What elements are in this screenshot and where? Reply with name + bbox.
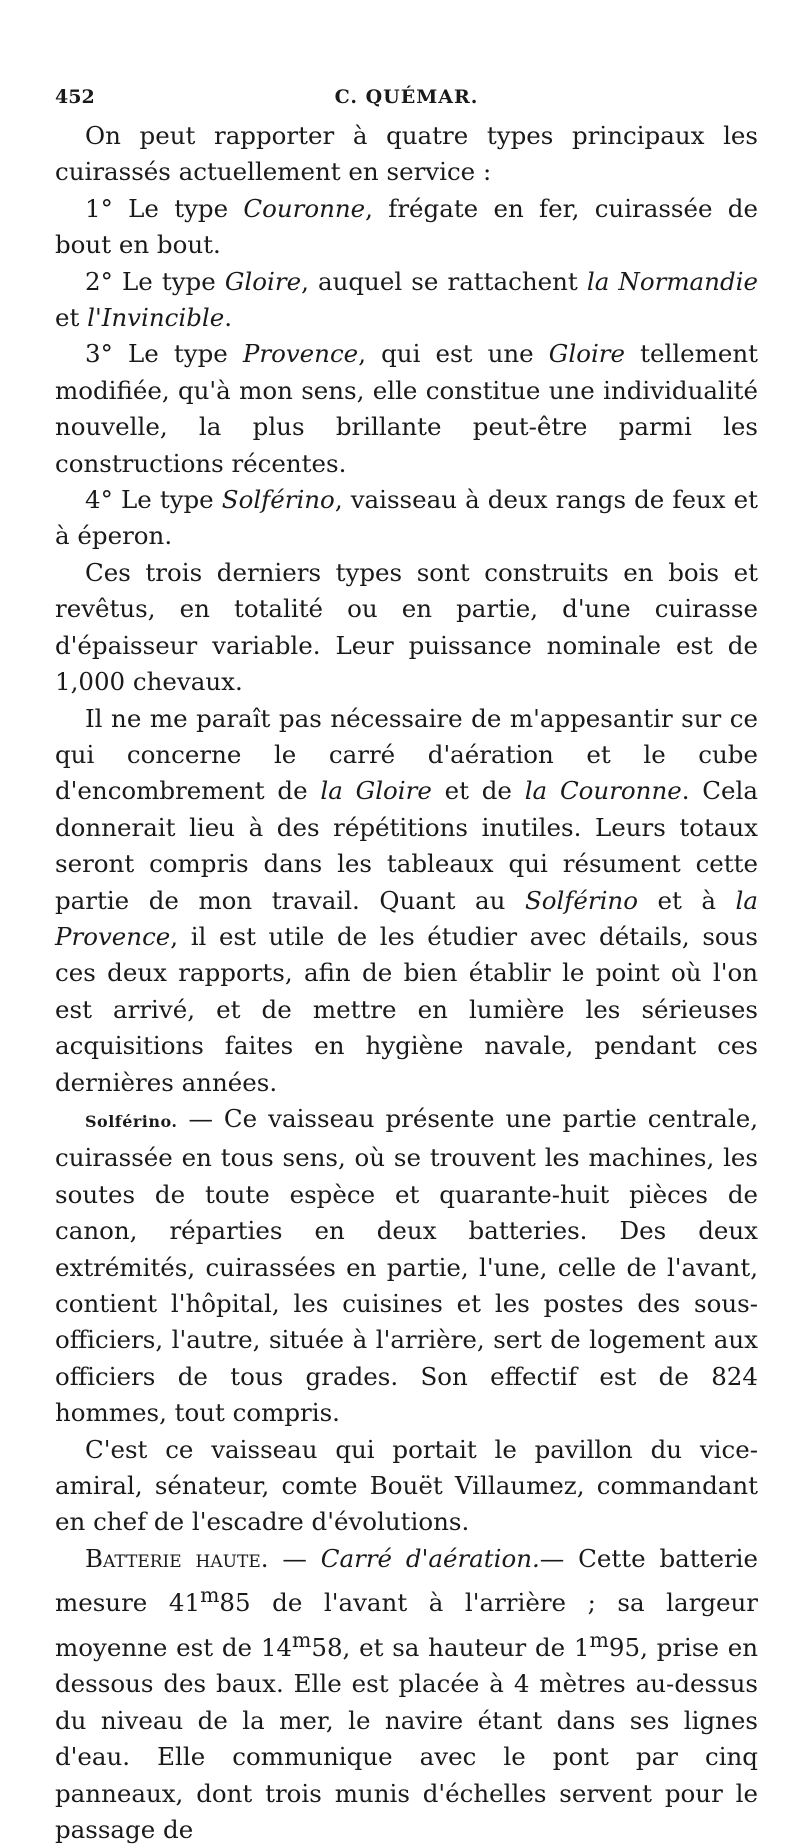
paragraph-solferino: Solférino. — Ce vaisseau présente une partie centrale, cuirassée en tous sens, où se trouvent les machines, les soutes de toute espèce et quarante-huit pièces de canon, réparties en deux batteries. Des deux extrémités, cuirassées en partie, l'une, celle de l'avant, contient l'hôpital, les cuisines et les postes des sous-officiers, l'autre, située à l'arrière, sert de logement aux officiers de tous grades. Son effectif est de 824 hommes, tout compris. xyxy=(55,1103,758,1428)
page-number: 452 xyxy=(55,86,95,108)
paragraph-construction: Ces trois derniers types sont construits en bois et revêtus, en totalité ou en partie, d'une cuirasse d'épaisseur variable. Leur puissance nominale est de 1,000 chevaux. xyxy=(55,557,758,697)
paragraph-pavillon: C'est ce vaisseau qui portait le pavillon du vice-amiral, sénateur, comte Bouët Villaumez, commandant en chef de l'escadre d'évolutions. xyxy=(55,1434,758,1537)
italic-term: Carré d'aération. xyxy=(320,1543,540,1573)
italic-term: Solférino xyxy=(524,885,638,915)
running-head: C. QUÉMAR. xyxy=(334,86,479,108)
italic-term: la Normandie xyxy=(586,266,758,296)
italic-term: la Gloire xyxy=(320,776,432,806)
paragraph-batterie-haute: Batterie haute. — Carré d'aération.— Cette batterie mesure 41$^m$85 de l'avant à l'arrière ; sa largeur moyenne est de 14$^m$58, et sa hauteur de 1$^m$95, prise en dessous des baux. Elle est placée à 4 mètres au-dessus du niveau de la mer, le navire étant dans ses lignes d'eau. Elle communique avec le pont par cinq panneaux, dont trois munis d'échelles servent pour le passage de xyxy=(55,1543,758,1844)
section-label: Batterie haute. xyxy=(85,1543,269,1573)
paragraph-type-1: 1° Le type Couronne, frégate en fer, cuirassée de bout en bout. xyxy=(55,193,758,260)
paragraph-aeration: Il ne me paraît pas nécessaire de m'appesantir sur ce qui concerne le carré d'aération et le cube d'encombrement de la Gloire et de la Couronne. Cela donnerait lieu à des répétitions inutiles. Leurs totaux seront compris dans les tableaux qui résument cette partie de mon travail. Quant au Solférino et à la Provence, il est utile de les étudier avec détails, sous ces deux rapports, afin de bien établir le point où l'on est arrivé, et de mettre en lumière les sérieuses acquisitions faites en hygiène navale, pendant ces dernières années. xyxy=(55,703,758,1097)
paragraph-type-4: 4° Le type Solférino, vaisseau à deux rangs de feux et à éperon. xyxy=(55,485,759,551)
paragraph-type-2: 2° Le type Gloire, auquel se rattachent la Normandie et l'Invincible. xyxy=(55,266,758,333)
paragraph-type-3: 3° Le type Provence, qui est une Gloire tellement modifiée, qu'à mon sens, elle constitue une individualité nouvelle, la plus brillante peut-être parmi les constructions récentes. xyxy=(55,339,759,478)
italic-term: Gloire xyxy=(548,339,625,369)
page-header xyxy=(55,86,758,116)
italic-term: l'Invincible xyxy=(87,303,225,333)
paragraph-intro: On peut rapporter à quatre types principaux les cuirassés actuellement en service : xyxy=(55,121,758,187)
italic-term: Gloire xyxy=(224,266,302,296)
italic-term: la Couronne xyxy=(524,776,682,806)
italic-term: Couronne xyxy=(243,193,366,223)
body-text xyxy=(55,118,758,1848)
italic-term: Solférino xyxy=(221,485,335,515)
italic-term: la Provence xyxy=(55,885,758,951)
italic-term: Provence xyxy=(242,339,359,369)
section-label: Solférino. xyxy=(85,1111,178,1131)
